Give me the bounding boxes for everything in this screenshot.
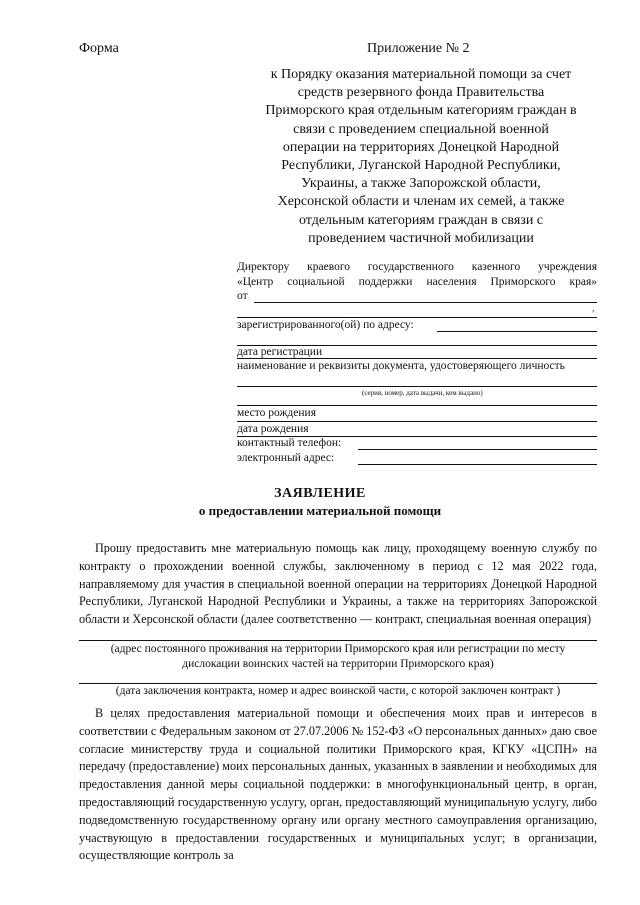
consent-paragraph: В целях предоставления материальной помощи и обеспечения моих прав и интересов в соответствии с Федеральным законом от 27.07.2006 № 152-ФЗ «О персональных данных» даю свое согласие министерству труда и социальной политики Приморского края, КГКУ «ЦСПН» на передачу (предоставление) моих персональных данных, указанных в заявлении и необходимых для предоставления данной меры социальной поддержки: в многофункциональный центр, в орган, предоставляющий государственную услугу, орган, предоставляющий муниципальную услугу, либо подведомственную государственному органу или органу местного самоуправления организацию, участвующую в предоставлении государственных и муниципальных услуг; в организации, осуществляющие контроль за: [79, 706, 597, 863]
address-note: [79, 642, 597, 672]
registered-address-field[interactable]: [437, 331, 597, 332]
address-field[interactable]: [79, 640, 597, 641]
doc-label: наименование и реквизиты документа, удостоверяющего личность: [237, 360, 565, 372]
email-field[interactable]: [358, 464, 597, 465]
annex-line: проведением частичной мобилизации: [308, 230, 534, 246]
address-note-line: (адрес постоянного проживания на территории Приморского края или регистрации по месту: [110, 643, 566, 655]
doc-caption: (серия, номер, дата выдачи, кем выдано): [362, 389, 483, 397]
address-note-line: дислокации воинских частей на территории Приморского края): [182, 658, 494, 670]
reg-date-field[interactable]: [237, 358, 597, 359]
birthdate-label: дата рождения: [237, 423, 309, 435]
annex-line: Приморского края отдельным категориям граждан в: [265, 103, 577, 119]
document-subtitle: о предоставлении материальной помощи: [198, 503, 442, 518]
annex-line: операции на территориях Донецкой Народной: [282, 139, 560, 155]
addressee-line: Директору краевого государственного казенного учреждения: [237, 261, 597, 273]
appendix-label: Приложение № 2: [367, 41, 470, 56]
annex-reference: [244, 66, 598, 248]
doc-field-2[interactable]: [237, 405, 597, 406]
annex-line: отдельным категориям граждан в связи с: [298, 212, 544, 228]
registered-label: зарегистрированного(ой) по адресу:: [237, 319, 414, 331]
annex-line: средств резервного фонда Правительства: [297, 85, 545, 101]
addressee-line: «Центр социальной поддержки населения Приморского края»: [237, 276, 597, 288]
from-label: от: [237, 290, 248, 302]
annex-line: Республики, Луганской Народной Республики,: [281, 158, 561, 174]
phone-label: контактный телефон:: [237, 437, 342, 449]
contract-note: (дата заключения контракта, номер и адрес воинской части, с которой заключен контракт ): [115, 685, 561, 697]
phone-field[interactable]: [358, 449, 597, 450]
document-title: ЗАЯВЛЕНИЕ: [274, 486, 366, 501]
annex-line: Украины, а также Запорожской области,: [301, 176, 541, 192]
addressee-block: [237, 260, 597, 290]
birthplace-label: место рождения: [237, 407, 316, 419]
birthplace-field[interactable]: [237, 421, 597, 422]
annex-line: Херсонской области и членам их семей, а также: [277, 194, 565, 210]
form-label: Форма: [79, 41, 119, 56]
doc-field[interactable]: [237, 386, 597, 387]
from-field[interactable]: [254, 302, 597, 303]
request-paragraph: Прошу предоставить мне материальную помощь как лицу, проходящему военную службу по контракту о прохождении военной службы, заключенному в период с 12 мая 2022 года, направляемому для участия в специальной военной операции на территориях Донецкой Народной Республики, Луганской Народной Республики и Украины, а также на территориях Запорожской области и Херсонской области (далее соответственно — контракт, специальная военная операция): [79, 541, 597, 627]
annex-line: связи с проведением специальной военной: [293, 121, 549, 137]
reg-date-label: дата регистрации: [237, 346, 323, 358]
comma-mark: ,: [592, 303, 595, 313]
annex-line: к Порядку оказания материальной помощи за счет: [270, 67, 572, 82]
email-label: электронный адрес:: [237, 452, 335, 464]
name-field[interactable]: [237, 317, 597, 318]
